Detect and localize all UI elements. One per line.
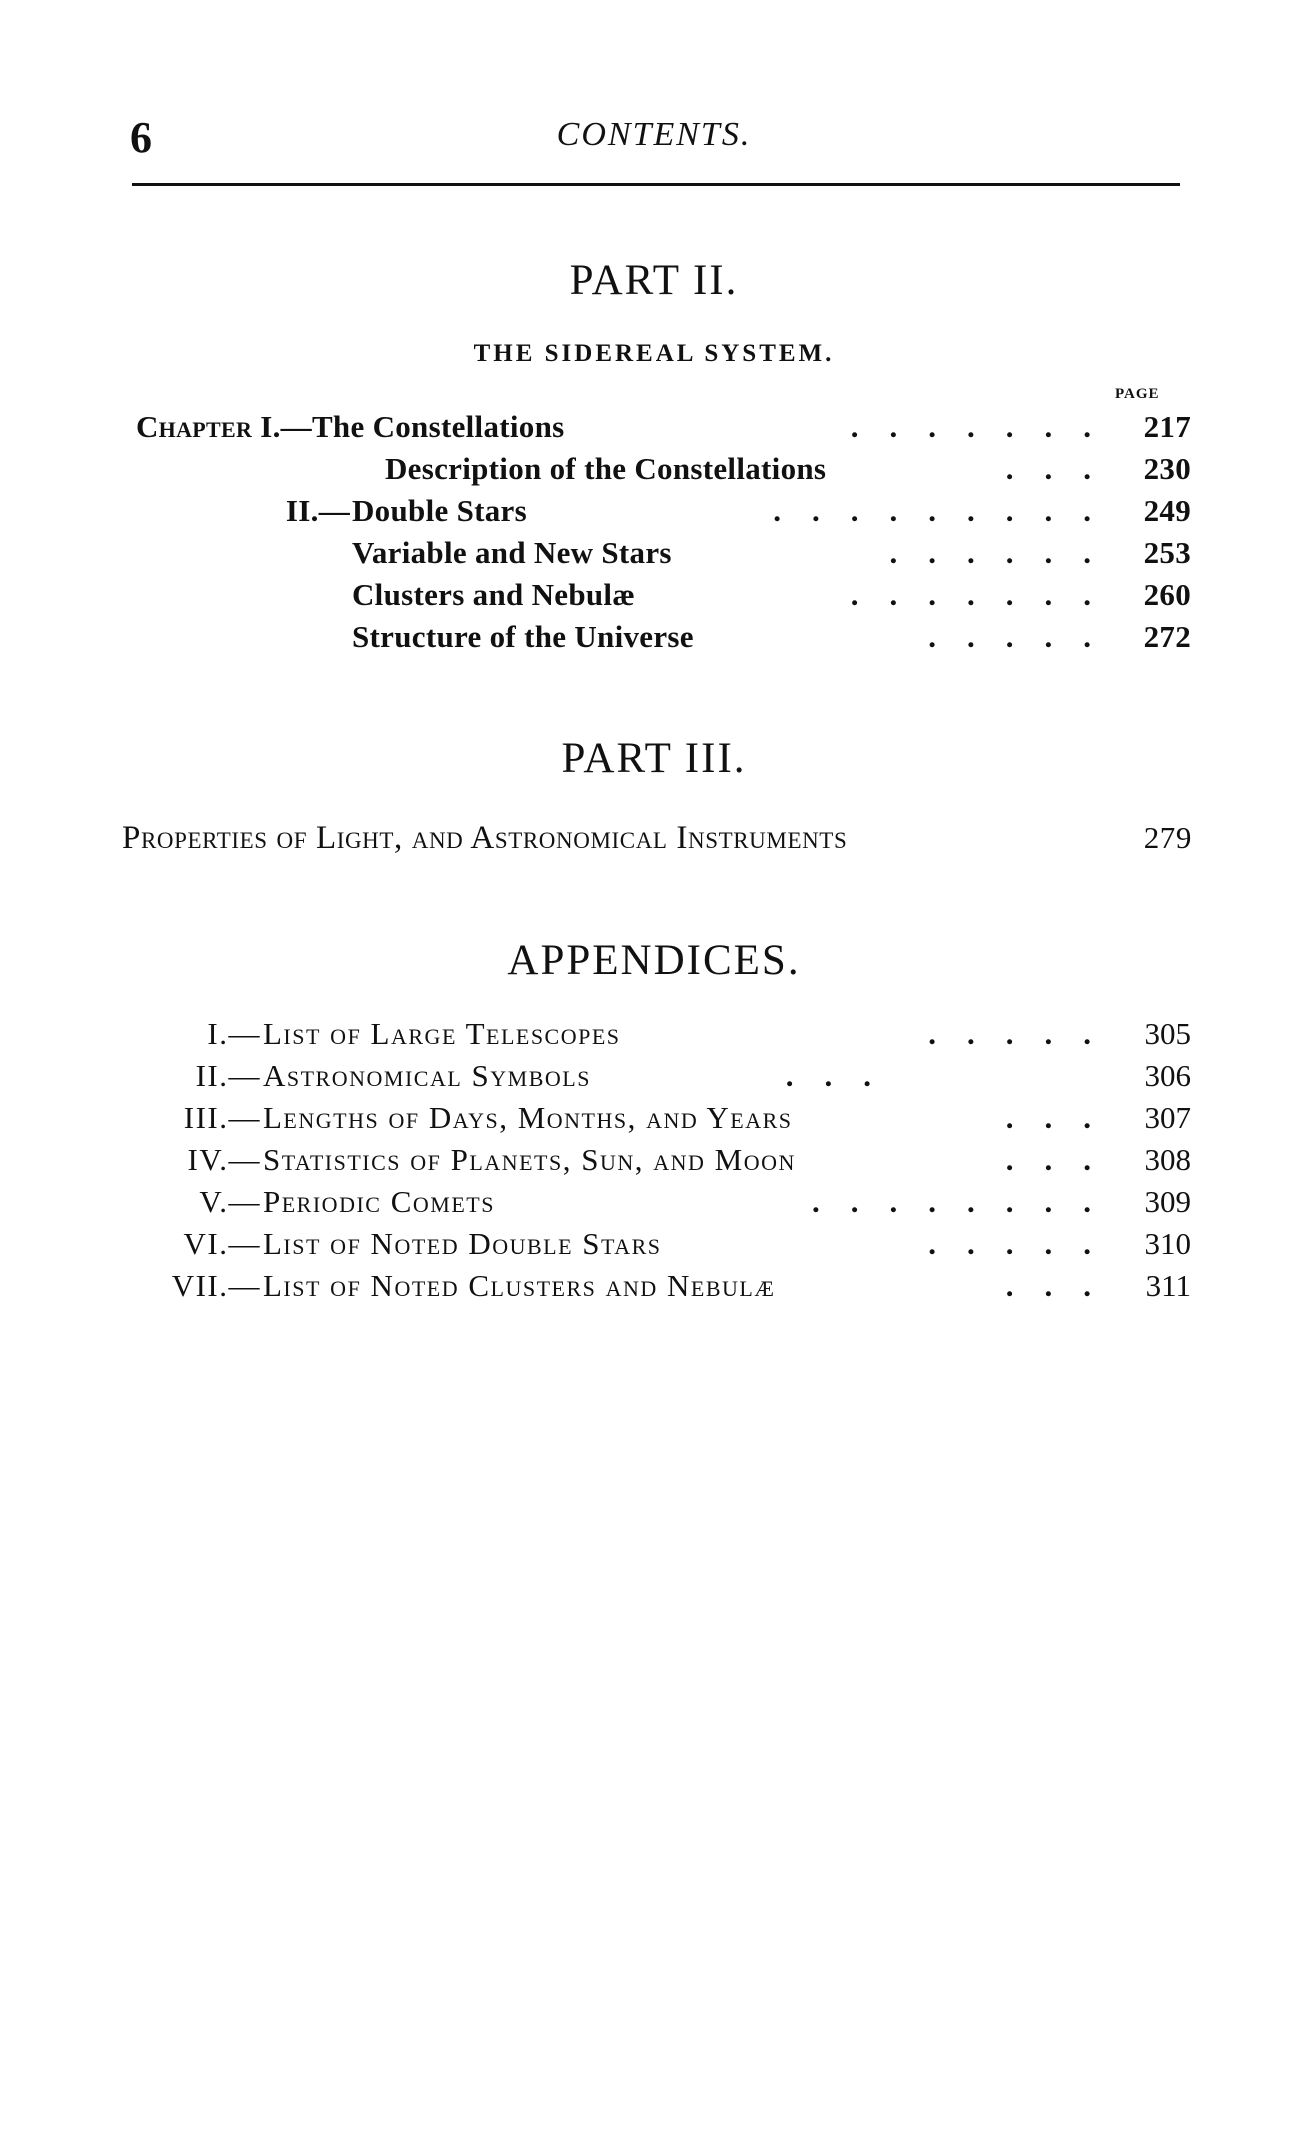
toc-entry[interactable] <box>187 1139 1191 1181</box>
toc-entry[interactable] <box>199 1181 1191 1223</box>
leader-dots: . . . . . . . <box>850 577 1091 612</box>
leader-dots: . . . . . <box>928 1226 1091 1261</box>
toc-entry[interactable] <box>183 1097 1191 1139</box>
toc-entry[interactable] <box>207 1013 1191 1055</box>
entry-title: Double Stars <box>352 493 527 528</box>
entry-lead: III.— <box>183 1100 261 1135</box>
entry-page: 279 <box>1143 820 1192 855</box>
entry-title: Description of the Constellations <box>385 451 827 486</box>
entry-page: 217 <box>1143 409 1191 444</box>
entry-title: The Constellations <box>311 409 565 444</box>
leader-dots: . . . <box>1005 1142 1091 1177</box>
entry-page: 249 <box>1143 493 1191 528</box>
leader-dots: . . . <box>1005 451 1091 486</box>
leader-dots: . . . . . <box>928 619 1091 654</box>
entry-page: 307 <box>1144 1100 1191 1135</box>
leader-dots: . . . . . . . . <box>812 1184 1091 1219</box>
toc-entry[interactable] <box>195 1055 1191 1097</box>
toc-entry[interactable] <box>171 1265 1191 1307</box>
toc-entry[interactable] <box>385 448 1191 490</box>
leader-dots: . . . <box>1005 1100 1091 1135</box>
entry-title: Statistics of Planets, Sun, and Moon <box>263 1142 796 1177</box>
entry-title: List of Large Telescopes <box>263 1016 621 1051</box>
entry-page: 308 <box>1144 1142 1191 1177</box>
entry-page: 230 <box>1143 451 1191 486</box>
entry-title: Clusters and Nebulæ <box>352 577 636 612</box>
entry-lead: Chapter I.— <box>136 409 312 444</box>
entry-lead: V.— <box>199 1184 261 1219</box>
entry-page: 311 <box>1145 1268 1191 1303</box>
leader-dots: . . . . . . . . . <box>773 493 1091 528</box>
part-2-heading: PART II. <box>569 257 739 304</box>
toc-entry[interactable] <box>285 490 1191 532</box>
entry-title: Properties of Light, and Astronomical Instruments <box>122 820 848 856</box>
toc-entry[interactable] <box>352 574 1191 616</box>
entry-title: Astronomical Symbols <box>263 1058 591 1093</box>
leader-dots: . . . <box>1005 1268 1091 1303</box>
running-title: CONTENTS. <box>556 116 752 153</box>
toc-entry[interactable] <box>136 406 1191 448</box>
entry-lead: II.— <box>285 493 350 528</box>
entry-title: List of Noted Double Stars <box>263 1226 662 1261</box>
entry-page: 272 <box>1143 619 1191 654</box>
page-number: 6 <box>130 113 152 162</box>
toc-entry[interactable] <box>352 532 1191 574</box>
entry-lead: IV.— <box>187 1142 261 1177</box>
entry-title: Structure of the Universe <box>352 619 694 654</box>
leader-dots: . . . . . <box>928 1016 1091 1051</box>
entry-lead: VII.— <box>171 1268 261 1303</box>
entry-lead: VI.— <box>183 1226 261 1261</box>
toc-entry[interactable] <box>183 1223 1191 1265</box>
entry-page: 309 <box>1144 1184 1191 1219</box>
entry-title: Periodic Comets <box>263 1184 495 1219</box>
entry-title: Lengths of Days, Months, and Years <box>263 1100 793 1135</box>
entry-lead: I.— <box>207 1016 261 1051</box>
part-2-subheading: THE SIDEREAL SYSTEM. <box>473 340 835 367</box>
entry-page: 306 <box>1144 1058 1191 1093</box>
toc-entry[interactable] <box>352 616 1191 658</box>
page-column-label: PAGE <box>1115 386 1160 402</box>
entry-page: 305 <box>1144 1016 1191 1051</box>
entry-title: List of Noted Clusters and Nebulæ <box>263 1268 776 1303</box>
entry-title: Variable and New Stars <box>352 535 672 570</box>
entry-lead: II.— <box>195 1058 261 1093</box>
header-rule <box>132 183 1180 186</box>
leader-dots: . . . . . . <box>889 535 1091 570</box>
entry-page: 260 <box>1143 577 1191 612</box>
entry-page: 310 <box>1144 1226 1191 1261</box>
leader-dots: . . . . . . . <box>850 409 1091 444</box>
part-3-heading: PART III. <box>561 735 747 782</box>
appendices-heading: APPENDICES. <box>507 937 801 984</box>
entry-page: 253 <box>1143 535 1191 570</box>
leader-dots: . . . <box>785 1058 871 1093</box>
